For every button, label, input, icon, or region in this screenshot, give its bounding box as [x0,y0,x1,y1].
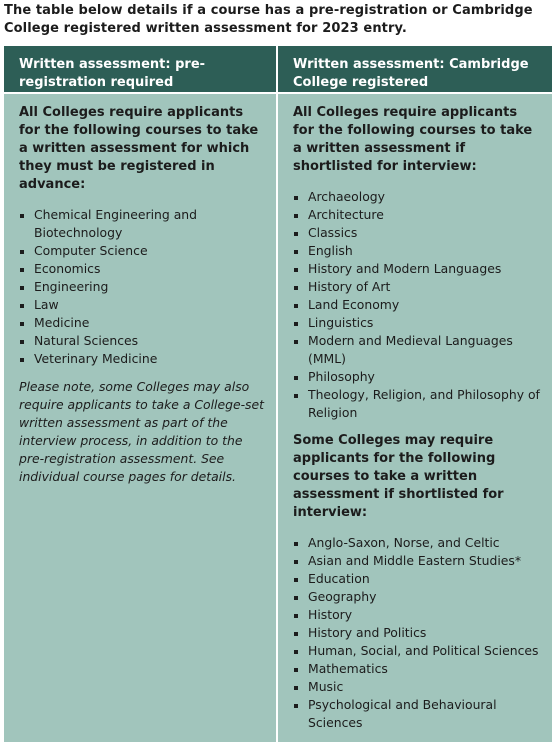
assessment-table [4,46,552,742]
course-list-item: Human, Social, and Political Sciences [293,642,540,660]
course-list-item: Linguistics [293,314,540,332]
some-colleges-course-list [293,534,540,732]
course-list-item: English [293,242,540,260]
some-colleges-lead: Some Colleges may require applicants for the following courses to take a written assessment if shortlisted for interview: [293,433,504,520]
pre-registration-lead: All Colleges require applicants for the following courses to take a written assessment for which they must be registered in advance: [19,105,259,192]
course-list-item: Engineering [19,278,264,296]
college-registered-lead: All Colleges require applicants for the following courses to take a written assessment if shortlisted for interview: [293,105,533,174]
pre-registration-column [4,94,278,742]
course-list-item: Geography [293,588,540,606]
course-list-item: Economics [19,260,264,278]
pre-registration-note: Please note, some Colleges may also require applicants to take a College-set written assessment as part of the interview process, in addition to the pre-registration assessment. See individual course pages for details. [19,379,264,484]
header-pre-registration: Written assessment: pre-registration required [4,46,278,92]
intro-text: The table below details if a course has a pre-registration or Cambridge College registered written assessment for 2023 entry. [4,3,533,36]
course-list-item: Modern and Medieval Languages (MML) [293,332,540,368]
course-list-item: Architecture [293,206,540,224]
course-list-item: History of Art [293,278,540,296]
course-list-item: Natural Sciences [19,332,264,350]
course-list-item: Anglo-Saxon, Norse, and Celtic [293,534,540,552]
course-list-item: Theology, Religion, and Philosophy of Religion [293,386,540,422]
course-list-item: Archaeology [293,188,540,206]
table-header-row [4,46,552,94]
course-list-item: Chemical Engineering and Biotechnology [19,206,264,242]
course-list-item: Psychological and Behavioural Sciences [293,696,540,732]
course-list-item: Land Economy [293,296,540,314]
pre-registration-course-list [19,206,264,368]
header-college-registered: Written assessment: Cambridge College registered [293,57,529,90]
course-list-item: History and Politics [293,624,540,642]
course-list-item: Education [293,570,540,588]
course-list-item: History and Modern Languages [293,260,540,278]
college-registered-course-list [293,188,540,422]
course-list-item: History [293,606,540,624]
course-list-item: Veterinary Medicine [19,350,264,368]
table-body-row [4,94,552,742]
college-registered-column [278,94,552,742]
course-list-item: Mathematics [293,660,540,678]
course-list-item: Medicine [19,314,264,332]
course-list-item: Philosophy [293,368,540,386]
course-list-item: Computer Science [19,242,264,260]
course-list-item: Classics [293,224,540,242]
course-list-item: Law [19,296,264,314]
course-list-item: Music [293,678,540,696]
course-list-item: Asian and Middle Eastern Studies* [293,552,540,570]
